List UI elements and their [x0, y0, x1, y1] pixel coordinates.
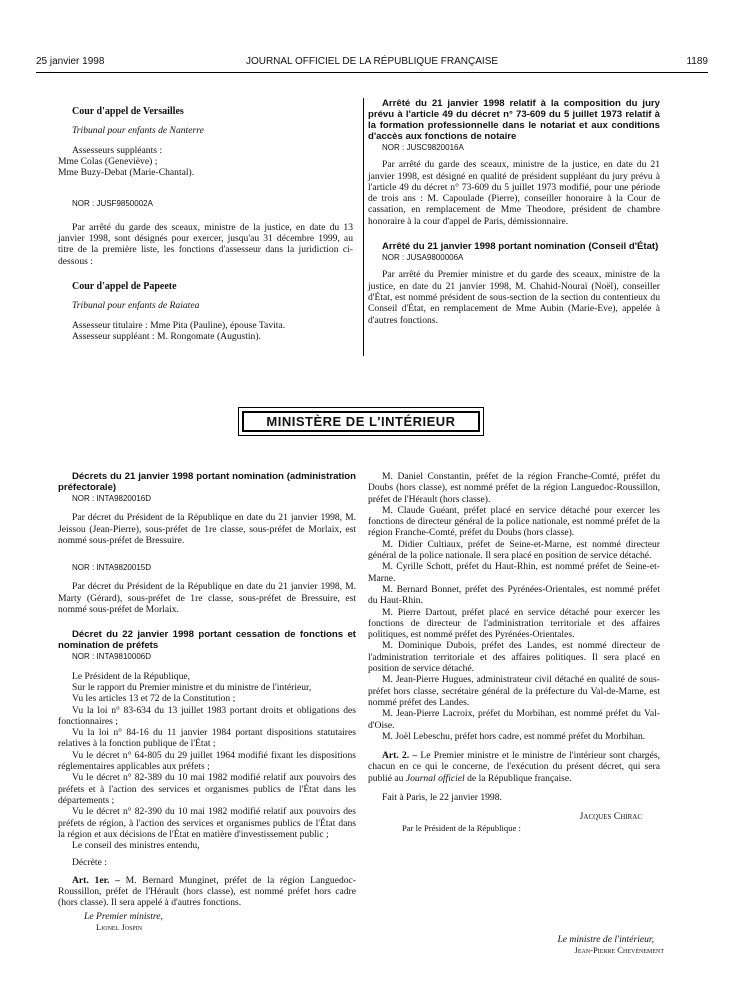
visa: Vu le décret n° 82-390 du 10 mai 1982 modifié relatif aux pouvoirs des préfets de région, à l'action des services et organismes publics de l'État dans la région et aux décisions de l'État en matière d'investissement public ; [58, 806, 356, 840]
jury-title: Arrêté du 21 janvier 1998 relatif à la composition du jury prévu à l'article 49 du décret n° 73-609 du 5 juillet 1973 relatif à la formation professionnelle dans le notariat et aux conditions d'accès aux fonctions de notaire [368, 98, 660, 142]
visa: Vu la loi n° 83-634 du 13 juillet 1983 portant droits et obligations des fonctionnaires ; [58, 704, 356, 727]
decrete-label: Décrète : [72, 857, 107, 869]
versailles-assessor-2: Mme Buzy-Debat (Marie-Chantal). [58, 167, 195, 179]
jury-nor: NOR : JUSC9820016A [382, 143, 464, 152]
header-date: 25 janvier 1998 [36, 56, 105, 67]
decrets-nor-2: NOR : INTA9820015D [72, 563, 151, 573]
article-1-label: Art. 1er. – [72, 874, 120, 886]
minister-title: Le ministre de l'intérieur, [557, 933, 654, 945]
minister-name: Jean-Pierre Chevènement [574, 944, 664, 955]
decret22-nor: NOR : INTA9810006D [72, 652, 151, 662]
versailles-text: Par arrêté du garde des sceaux, ministre de la justice, en date du 13 janvier 1998, sont désignés pour exercer, jusqu'au 31 décembre 1999, au titre de la première liste, les fonctions d'assesseur dans la juridiction ci-dessous : [58, 221, 353, 267]
visa: Le conseil des ministres entendu, [72, 840, 200, 852]
lower-left-column [58, 471, 356, 909]
article-2 [368, 750, 660, 784]
article-2-journal: Journal officiel [405, 772, 465, 784]
article-2-text-b: de la République française. [464, 772, 572, 784]
header-journal-title: JOURNAL OFFICIEL DE LA RÉPUBLIQUE FRANÇAISE [245, 56, 499, 67]
appointment-paragraph: M. Jean-Pierre Hugues, administrateur civil détaché en qualité de sous-préfet hors classe, secrétaire général de la préfecture du Val-de-Marne, est nommé préfet des Landes. [368, 674, 660, 708]
versailles-nor: NOR : JUSF9850002A [72, 199, 153, 209]
appointment-paragraph: M. Claude Guéant, préfet placé en service détaché pour exercer les fonctions de directeur général de la police nationale, est nommé préfet de la région Franche-Comté, préfet du Doubs (hors classe). [368, 504, 660, 539]
by-president: Par le Président de la République : [402, 822, 521, 833]
appointment-paragraph: M. Cyrille Schott, préfet du Haut-Rhin, est nommé préfet de Seine-et-Marne. [368, 561, 660, 584]
appointment-paragraph: M. Daniel Constantin, préfet de la région Franche-Comté, préfet du Doubs (hors classe), est nommé préfet de la région Languedoc-Roussillon, préfet de l'Hérault (hors classe). [368, 471, 660, 505]
versailles-court-heading: Cour d'appel de Versailles [72, 106, 184, 117]
signatory-president: Jacques Chirac [579, 811, 642, 823]
article-2-label: Art. 2. – [382, 750, 418, 762]
papeete-titular: Assesseur titulaire : Mme Pita (Pauline), épouse Tavita. [72, 319, 286, 331]
header-page-number: 1189 [686, 56, 708, 67]
conseil-title: Arrêté du 21 janvier 1998 portant nomination (Conseil d'État) [382, 241, 659, 253]
conseil-nor: NOR : JUSA9800006A [382, 253, 464, 263]
article-2-text-a: Le Premier ministre et le ministre de l'intérieur sont chargés, chacun en ce qui le concerne, de l'exécution du présent décret, qui sera publié au [368, 750, 660, 784]
ministry-banner [238, 407, 484, 436]
versailles-tribunal: Tribunal pour enfants de Nanterre [72, 125, 204, 137]
versailles-assessor-1: Mme Colas (Geneviève) ; [58, 155, 158, 167]
visa: Vu le décret n° 82-389 du 10 mai 1982 modifié relatif aux pouvoirs des préfets et à l'action des services et organismes publics de l'État dans les départements ; [58, 772, 356, 806]
appointment-paragraph: M. Didier Cultiaux, préfet de Seine-et-Marne, est nommé directeur général de la police nationale. Il sera placé en position de service détaché. [368, 538, 660, 562]
header-rule [36, 72, 708, 73]
conseil-text: Par arrêté du Premier ministre et du garde des sceaux, ministre de la justice, en date du 21 janvier 1998, M. Chahid-Nouraï (Noël), conseiller d'État, est nommé président de sous-section de la section du contentieux du Conseil d'État, en remplacement de Mme Aubin (Marie-Eve), appelée à d'autres fonctions. [368, 269, 660, 326]
appointment-paragraph: M. Bernard Bonnet, préfet des Pyrénées-Orientales, est nommé préfet du Haut-Rhin. [368, 583, 660, 607]
upper-right-column [368, 98, 660, 326]
pm-title: Le Premier ministre, [84, 911, 163, 922]
appointment-paragraph: M. Jean-Pierre Lacroix, préfet du Morbihan, est nommé préfet du Val-d'Oise. [368, 708, 660, 731]
article-1-text: M. Bernard Munginet, préfet de la région Languedoc-Roussillon, préfet de l'Hérault (hors classe), est nommé préfet hors cadre (hors classe). Il sera appelé à d'autres fonctions. [58, 874, 356, 909]
decrets-text-1: Par décret du Président de la République en date du 21 janvier 1998, M. Jeissou (Jean-Pierre), sous-préfet de 1re classe, sous-préfet de Morlaix, est nommé sous-préfet de Bressuire. [58, 512, 356, 546]
decrets-text-2: Par décret du Président de la République en date du 21 janvier 1998, M. Marty (Gérard), sous-préfet de 1re classe, sous-préfet de Bressuire, est nommé sous-préfet de Morlaix. [58, 581, 356, 616]
versailles-assessors-label: Assesseurs suppléants : [72, 144, 163, 156]
appointment-paragraph: M. Dominique Dubois, préfet des Landes, est nommé directeur de l'administration territoriale et des affaires politiques. Il sera placé en position de service détaché. [368, 640, 660, 675]
visa: Vu le décret n° 64-805 du 29 juillet 1964 modifié fixant les dispositions réglementaires applicables aux préfets ; [58, 749, 356, 773]
visa: Vu les articles 13 et 72 de la Constitution ; [72, 693, 236, 705]
done-at: Fait à Paris, le 22 janvier 1998. [382, 792, 502, 804]
lower-right-column [368, 471, 660, 834]
visa: Sur le rapport du Premier ministre et du ministre de l'intérieur, [72, 681, 312, 693]
article-1 [58, 875, 356, 909]
ministry-title: MINISTÈRE DE L'INTÉRIEUR [242, 411, 480, 432]
column-divider [363, 98, 364, 356]
page-header [36, 56, 708, 70]
papeete-court-heading: Cour d'appel de Papeete [72, 280, 177, 292]
papeete-substitute: Assesseur suppléant : M. Rongomate (Augustin). [72, 330, 261, 342]
appointment-paragraph: M. Pierre Dartout, préfet placé en service détaché pour exercer les fonctions de directeur de l'administration territoriale et des affaires politiques, est nommé préfet des Pyrénées-Orientales. [368, 606, 660, 641]
papeete-tribunal: Tribunal pour enfants de Raiatea [72, 300, 200, 312]
decret22-title: Décret du 22 janvier 1998 portant cessation de fonctions et nomination de préfets [58, 629, 356, 652]
appointment-paragraph: M. Joël Lebeschu, préfet hors cadre, est nommé préfet du Morbihan. [382, 730, 646, 742]
decret22-president: Le Président de la République, [72, 670, 191, 682]
pm-name: Lionel Jospin [96, 922, 143, 933]
decret22-visas [58, 682, 356, 851]
decrets-nor-1: NOR : INTA9820016D [72, 494, 151, 503]
jury-text: Par arrêté du garde des sceaux, ministre de la justice, en date du 21 janvier 1998, est désigné en qualité de président suppléant du jury prévu à l'article 49 du décret n° 73-609 du 5 juillet 1973 modifié, pour une période de trois ans : M. Capoulade (Pierre), conseiller honoraire à la Cour de cassation, en remplacement de Mme Theodore, président de chambre honoraire à la cour d'appel de Paris, démissionnaire. [368, 159, 660, 227]
visa: Vu la loi n° 84-16 du 11 janvier 1984 portant dispositions statutaires relatives à la fonction publique de l'État ; [58, 727, 356, 750]
decrets-title: Décrets du 21 janvier 1998 portant nomination (administration préfectorale) [58, 471, 356, 493]
signature-block [58, 911, 664, 956]
upper-left-column [58, 106, 353, 342]
